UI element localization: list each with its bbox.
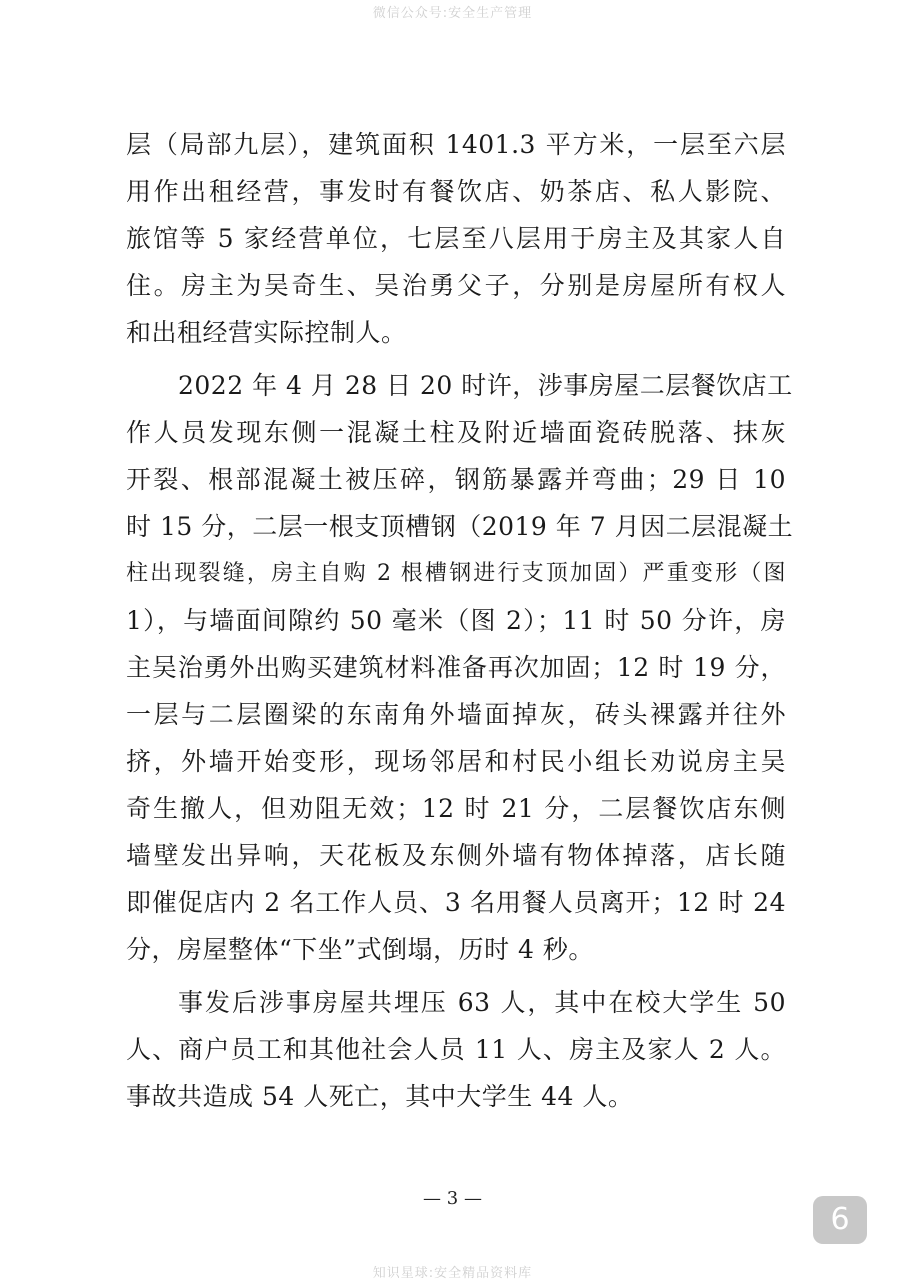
text-line: 住。房主为吴奇生、吴治勇父子，分别是房屋所有权人 xyxy=(126,271,786,300)
text-line: 开裂、根部混凝土被压碎，钢筋暴露并弯曲；29 日 10 xyxy=(126,465,786,494)
text-line: 时 15 分，二层一根支顶槽钢（2019 年 7 月因二层混凝土 xyxy=(126,512,794,541)
text-line: 人、商户员工和其他社会人员 11 人、房主及家人 2 人。 xyxy=(126,1035,786,1064)
top-watermark: 微信公众号:安全生产管理 xyxy=(372,6,533,21)
page-indicator-badge[interactable]: 6 xyxy=(813,1196,867,1244)
paragraph-building-info xyxy=(126,121,786,356)
text-line: 旅馆等 5 家经营单位，七层至八层用于房主及其家人自 xyxy=(126,224,786,253)
text-line: 墙壁发出异响，天花板及东侧外墙有物体掉落，店长随 xyxy=(126,841,786,870)
text-line: 即催促店内 2 名工作人员、3 名用餐人员离开；12 时 24 xyxy=(126,888,786,917)
paragraph-timeline xyxy=(126,362,794,973)
text-line: 事故共造成 54 人死亡，其中大学生 44 人。 xyxy=(126,1082,634,1111)
text-line: 和出租经营实际控制人。 xyxy=(126,318,407,347)
text-line: 奇生撤人，但劝阻无效；12 时 21 分，二层餐饮店东侧 xyxy=(126,794,786,823)
document-body xyxy=(126,121,794,1120)
text-line: 一层与二层圈梁的东南角外墙面掉灰，砖头裸露并往外 xyxy=(126,700,786,729)
text-line: 事发后涉事房屋共埋压 63 人，其中在校大学生 50 xyxy=(178,988,786,1017)
text-line: 分，房屋整体“下坐”式倒塌，历时 4 秒。 xyxy=(126,935,594,964)
text-line: 挤，外墙开始变形，现场邻居和村民小组长劝说房主吴 xyxy=(126,747,786,776)
text-line: 柱出现裂缝，房主自购 2 根槽钢进行支顶加固）严重变形（图 xyxy=(126,561,786,586)
text-line: 用作出租经营，事发时有餐饮店、奶茶店、私人影院、 xyxy=(126,177,786,206)
text-line: 主吴治勇外出购买建筑材料准备再次加固；12 时 19 分， xyxy=(126,653,786,682)
bottom-watermark: 知识星球:安全精品资料库 xyxy=(372,1266,533,1281)
text-line: 1），与墙面间隙约 50 毫米（图 2）；11 时 50 分许，房 xyxy=(126,606,786,635)
text-line: 作人员发现东侧一混凝土柱及附近墙面瓷砖脱落、抹灰 xyxy=(126,418,786,447)
text-line: 2022 年 4 月 28 日 20 时许，涉事房屋二层餐饮店工 xyxy=(178,371,793,400)
paragraph-casualties xyxy=(126,979,786,1120)
text-line: 层（局部九层），建筑面积 1401.3 平方米，一层至六层 xyxy=(126,130,786,159)
page-number: — 3 — xyxy=(423,1188,482,1209)
